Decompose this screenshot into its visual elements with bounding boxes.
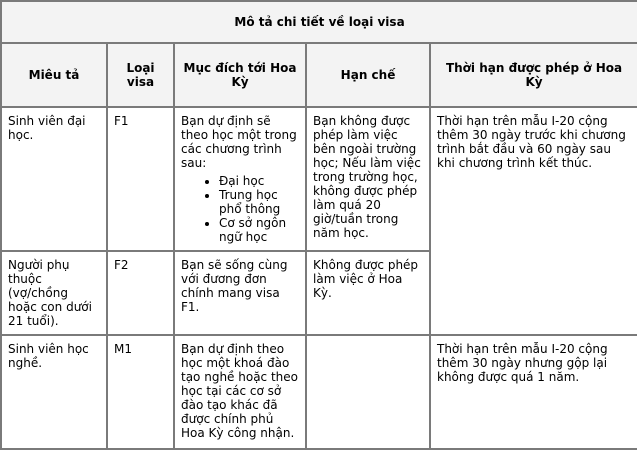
cell-restriction: Bạn không được phép làm việc bên ngoài trường học; Nếu làm việc trong trường học, không được phép làm quá 20 giờ/tuần trong năm học. bbox=[306, 107, 430, 251]
cell-visa-type: F2 bbox=[107, 251, 174, 335]
table-title-row bbox=[1, 1, 637, 43]
cell-description: Sinh viên học nghề. bbox=[1, 335, 107, 449]
purpose-list bbox=[181, 174, 299, 244]
cell-purpose: Bạn sẽ sống cùng với đương đơn chính mang visa F1. bbox=[174, 251, 306, 335]
purpose-text: Bạn dự định sẽ theo học một trong các chương trình sau: bbox=[181, 114, 297, 170]
header-purpose: Mục đích tới Hoa Kỳ bbox=[174, 43, 306, 107]
header-description: Miêu tả bbox=[1, 43, 107, 107]
cell-duration: Thời hạn trên mẫu I-20 cộng thêm 30 ngày nhưng gộp lại không được quá 1 năm. bbox=[430, 335, 637, 449]
cell-purpose: Bạn dự định theo học một khoá đào tạo nghề hoặc theo học tại các cơ sở đào tạo khác đã được chính phủ Hoa Kỳ công nhận. bbox=[174, 335, 306, 449]
cell-restriction: Không được phép làm việc ở Hoa Kỳ. bbox=[306, 251, 430, 335]
cell-description: Sinh viên đại học. bbox=[1, 107, 107, 251]
header-restriction: Hạn chế bbox=[306, 43, 430, 107]
list-item: • Trung học phổ thông bbox=[219, 188, 299, 216]
cell-purpose bbox=[174, 107, 306, 251]
header-duration: Thời hạn được phép ở Hoa Kỳ bbox=[430, 43, 637, 107]
table-header-row bbox=[1, 43, 637, 107]
table-title: Mô tả chi tiết về loại visa bbox=[1, 1, 637, 43]
list-item: • Đại học bbox=[219, 174, 299, 188]
cell-visa-type: F1 bbox=[107, 107, 174, 251]
cell-description: Người phụ thuộc (vợ/chồng hoặc con dưới 21 tuổi). bbox=[1, 251, 107, 335]
table-row bbox=[1, 107, 637, 251]
cell-visa-type: M1 bbox=[107, 335, 174, 449]
list-item: • Cơ sở ngôn ngữ học bbox=[219, 216, 299, 244]
table-row bbox=[1, 335, 637, 449]
header-visa-type: Loại visa bbox=[107, 43, 174, 107]
cell-duration: Thời hạn trên mẫu I-20 cộng thêm 30 ngày trước khi chương trình bắt đầu và 60 ngày sau khi chương trình kết thúc. bbox=[430, 107, 637, 335]
cell-restriction bbox=[306, 335, 430, 449]
